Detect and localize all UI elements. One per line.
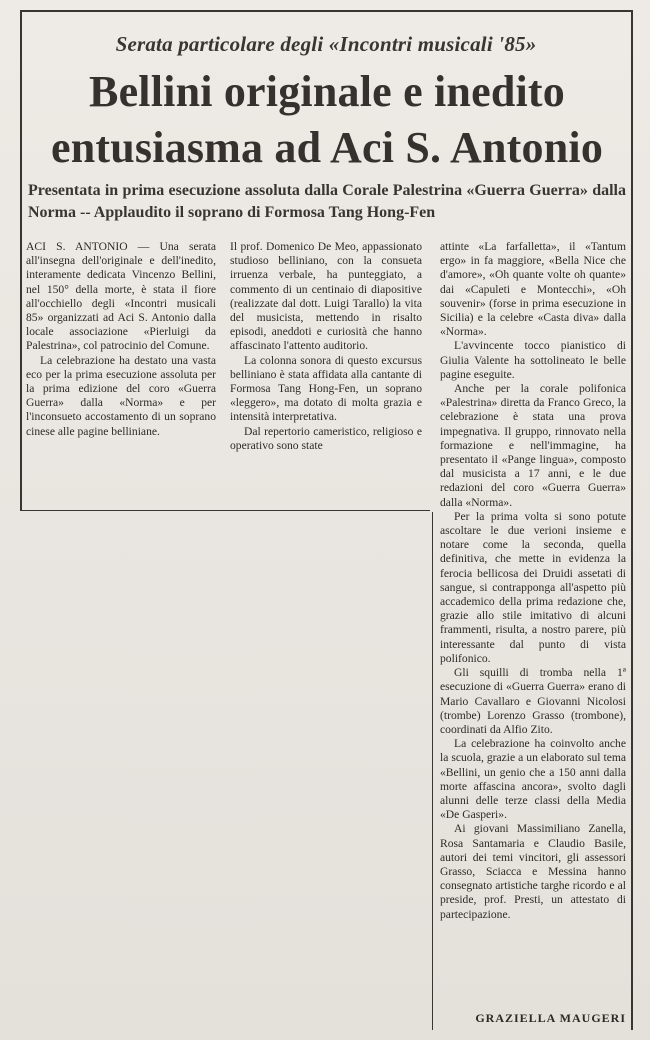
article-column-3 — [440, 240, 626, 922]
article-column-1 — [26, 240, 216, 439]
frame-bottom-rule — [20, 510, 430, 511]
paragraph: Dal repertorio cameristico, religioso e operativo sono state — [230, 424, 422, 452]
paragraph: ACI S. ANTONIO — Una serata all'insegna dell'originale e dell'inedito, interamente dedicata Vincenzo Bellini, nel 150° della morte, è stata il fiore all'occhiello degli «Incontri musicali 85» organizzati ad Aci S. Antonio dalla locale associazione «Pierluigi da Palestrina», col patrocinio del Comune. — [26, 240, 216, 353]
paragraph: Per la prima volta si sono potute ascoltare le due verioni insieme e notare come la seconda, quella definitiva, che mette in evidenza la ferocia bellicosa dei Druidi assetati di sangue, si contrapponga all'aspetto più accademico della prima redazione che, grazie allo stile imitativo di alcuni frammenti, risulta, a nostro parere, più interessante dal punto di vista polifonico. — [440, 509, 626, 665]
headline-line-2: entusiasma ad Aci S. Antonio — [50, 123, 604, 172]
headline — [22, 64, 632, 176]
paragraph: Il prof. Domenico De Meo, appassionato studioso belliniano, con la consueta irruenza verbale, ha punteggiato, a commento di un centinaio di diapositive (realizzate dal dott. Luigi Tarallo) la vita del musicista, mettendo in risalto episodi, aneddoti e curiosità che hanno affascinato l'attento auditorio. — [230, 240, 422, 353]
paragraph: La celebrazione ha coinvolto anche la scuola, grazie a un elaborato sul tema «Bellini, un genio che a 150 anni dalla morte affascina ancora», svolto dagli alunni delle terze classi della Media «De Gasperi». — [440, 737, 626, 822]
kicker: Serata particolare degli «Incontri musicali '85» — [115, 32, 537, 56]
column-rule — [432, 512, 433, 1030]
frame-top-rule — [20, 10, 632, 12]
byline: GRAZIELLA MAUGERI — [475, 1011, 626, 1025]
paragraph: Gli squilli di tromba nella 1ª esecuzione di «Guerra Guerra» erano di Mario Cavallaro e Giovanni Nicolosi (trombe) Lorenzo Grasso (trombone), coordinati da Alfio Zito. — [440, 666, 626, 736]
paragraph: attinte «La farfalletta», il «Tantum ergo» in fa maggiore, «Bella Nice che d'amore», «Oh quante volte oh quante» dai «Capuleti e Montecchi», «Oh souvenir» (forse in prima esecuzione in Sicilia) e la celebre «Casta diva» dalla «Norma». — [440, 240, 626, 339]
article-column-2 — [230, 240, 422, 453]
paragraph: L'avvincente tocco pianistico di Giulia Valente ha sottolineato le belle pagine eseguite. — [440, 339, 626, 381]
subheadline: Presentata in prima esecuzione assoluta dalla Corale Palestrina «Guerra Guerra» dalla Norma -- Applaudito il soprano di Formosa Tang Hong-Fen — [28, 182, 626, 221]
paragraph: La colonna sonora di questo excursus belliniano è stata affidata alla cantante di Formosa Tang Hong-Fen, un soprano «leggero», ma dotato di molta grazia e intensità interpretativa. — [230, 353, 422, 424]
paragraph: Anche per la corale polifonica «Palestrina» diretta da Franco Greco, la celebrazione è stata una prova impegnativa. Il gruppo, rinnovato nella formazione e nell'immagine, ha presentato il «Pange lingua», composto dal musicista a 17 anni, e le due redazioni del coro «Guerra Guerra» dalla «Norma». — [440, 382, 626, 509]
headline-line-1: Bellini originale e inedito — [89, 67, 565, 116]
paragraph: Ai giovani Massimiliano Zanella, Rosa Santamaria e Claudio Basile, autori dei temi vincitori, gli assessori Grasso, Sciacca e Messina hanno consegnato artistiche targhe ricordo e al preside, prof. Presti, un attestato di partecipazione. — [440, 822, 626, 921]
paragraph: La celebrazione ha destato una vasta eco per la prima esecuzione assoluta per la prima edizione del coro «Guerra Guerra» dalla «Norma» e per l'inconsueto accostamento di un soprano cinese alle pagine belliniane. — [26, 353, 216, 438]
